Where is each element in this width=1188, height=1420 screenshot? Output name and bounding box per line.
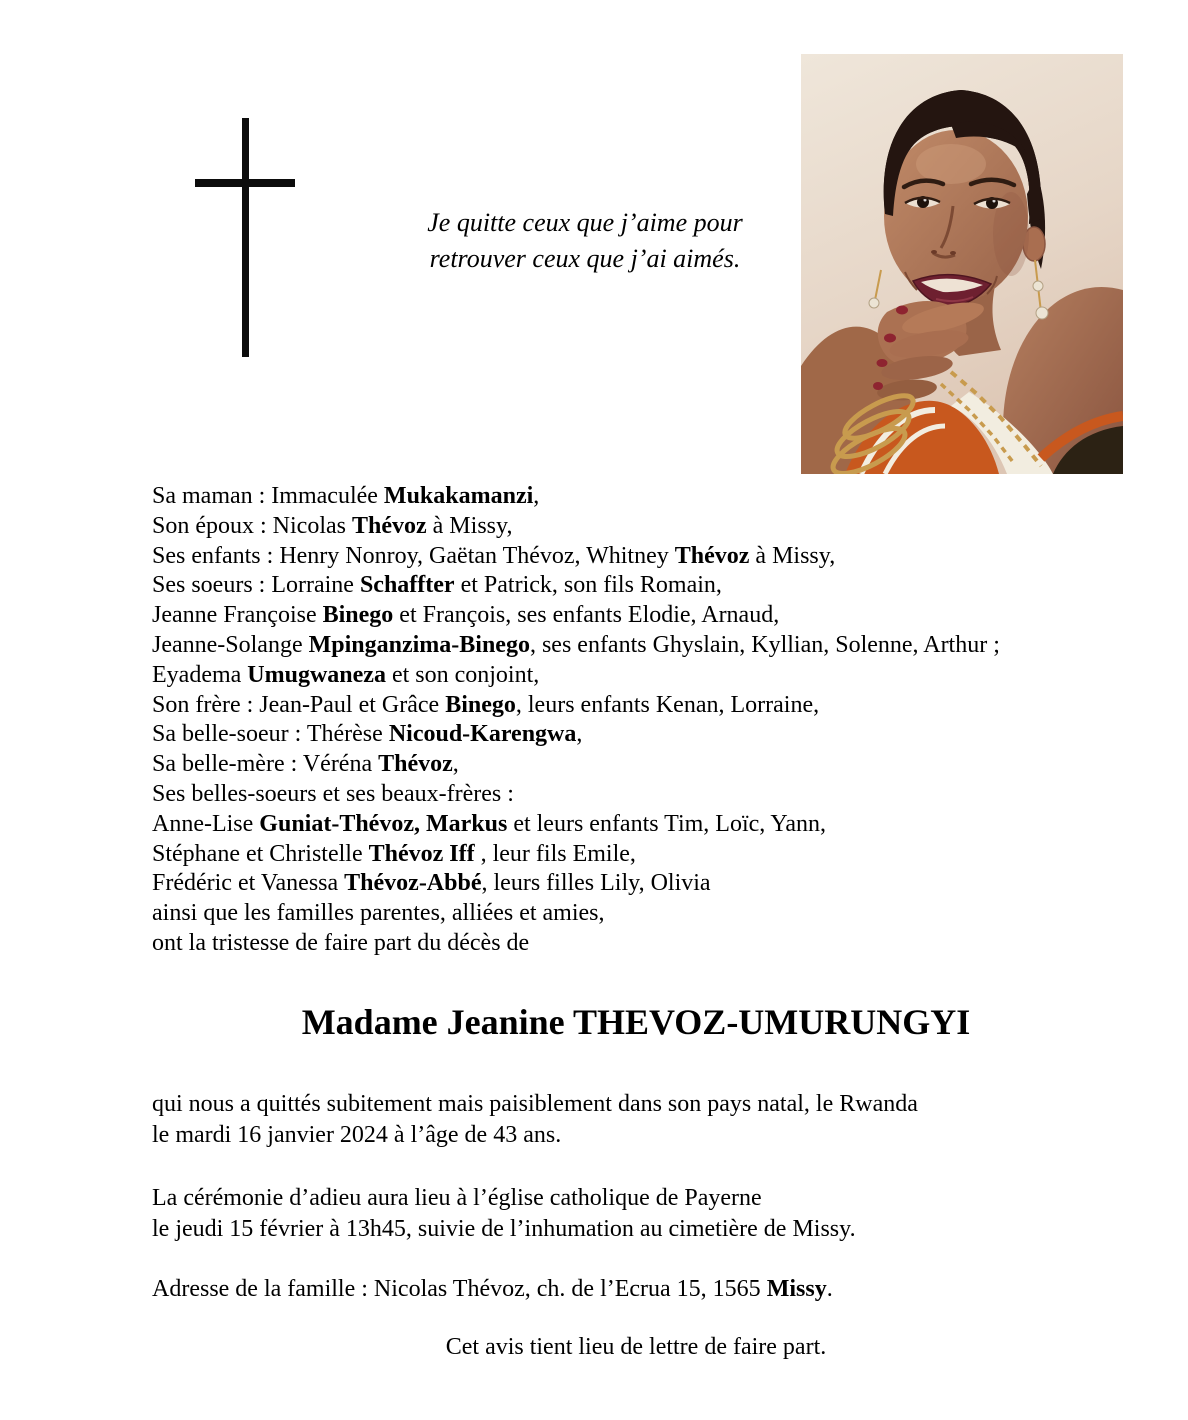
paragraph-line xyxy=(152,1214,856,1245)
bold-name-segment: Missy xyxy=(766,1276,827,1302)
family-line xyxy=(152,929,1000,959)
text-segment: Anne-Lise xyxy=(152,810,260,837)
bold-name-segment: Binego xyxy=(322,602,394,629)
text-segment: Sa maman : Immaculée xyxy=(152,483,384,509)
text-segment: ont la tristesse de faire part du décès de xyxy=(152,929,530,956)
text-segment: , leurs enfants Kenan, Lorraine, xyxy=(515,691,820,718)
text-segment: et Patrick, son fils Romain, xyxy=(454,572,722,599)
epitaph-quote-line-2: retrouver ceux que j’ai aimés. xyxy=(429,244,741,273)
closing-line: Cet avis tient lieu de lettre de faire part. xyxy=(445,1334,827,1360)
bold-name-segment: Thévoz xyxy=(378,751,453,778)
text-segment: Sa belle-mère : Véréna xyxy=(152,751,379,778)
paragraph-line xyxy=(152,1274,833,1305)
text-segment: . xyxy=(826,1276,833,1302)
text-segment: Adresse de la famille : Nicolas Thévoz, ch. de l’Ecrua 15, 1565 xyxy=(152,1276,767,1302)
bold-name-segment: Thévoz xyxy=(674,542,750,569)
paragraph-line xyxy=(152,1120,918,1151)
paragraph-line xyxy=(152,1089,918,1120)
text-segment: Ses enfants : Henry Nonroy, Gaëtan Thévoz, Whitney xyxy=(152,542,675,569)
bold-name-segment: Umugwaneza xyxy=(247,661,386,688)
portrait-photo-illustration xyxy=(801,54,1123,474)
bold-name-segment: Nicoud-Karengwa xyxy=(388,721,577,748)
text-segment: qui nous a quittés subitement mais paisiblement dans son pays natal, le Rwanda xyxy=(152,1091,918,1117)
bold-name-segment: Thévoz-Abbé xyxy=(344,870,482,897)
family-line xyxy=(152,691,1000,721)
family-line xyxy=(152,631,1000,661)
cross-vertical-bar xyxy=(242,118,249,357)
family-line xyxy=(152,780,1000,810)
family-line xyxy=(152,571,1000,601)
text-segment: et François, ses enfants Elodie, Arnaud, xyxy=(393,602,780,629)
text-segment: Jeanne-Solange xyxy=(152,631,309,658)
family-line xyxy=(152,542,1000,572)
family-line xyxy=(152,869,1000,899)
text-segment: Son frère : Jean-Paul et Grâce xyxy=(152,691,446,718)
bold-name-segment: Binego xyxy=(445,691,516,718)
text-segment: Son époux : Nicolas xyxy=(152,512,352,539)
text-segment: , leur fils Emile, xyxy=(474,840,636,867)
bold-name-segment: Thévoz xyxy=(351,512,427,539)
text-segment: , leurs filles Lily, Olivia xyxy=(481,870,711,897)
bold-name-segment: Guniat-Thévoz, Markus xyxy=(259,810,508,837)
text-segment: Sa belle-soeur : Thérèse xyxy=(152,721,389,748)
family-list xyxy=(152,482,1000,959)
text-segment: Stéphane et Christelle xyxy=(152,840,369,867)
text-segment: Eyadema xyxy=(152,661,248,688)
paragraph-line xyxy=(152,1183,856,1214)
family-line xyxy=(152,750,1000,780)
bold-name-segment: Thévoz Iff xyxy=(368,840,475,867)
ceremony-paragraph xyxy=(152,1183,856,1244)
text-segment: , xyxy=(576,721,583,748)
family-line xyxy=(152,810,1000,840)
epitaph-quote xyxy=(385,205,785,277)
family-line xyxy=(152,720,1000,750)
bold-name-segment: Schaffter xyxy=(359,572,455,599)
death-announcement-paragraph xyxy=(152,1089,918,1150)
text-segment: le jeudi 15 février à 13h45, suivie de l’inhumation au cimetière de Missy. xyxy=(152,1215,856,1242)
text-segment: Jeanne Françoise xyxy=(152,602,323,629)
family-line xyxy=(152,661,1000,691)
memorial-cross-icon xyxy=(195,118,295,357)
portrait-photo xyxy=(801,54,1123,474)
bold-name-segment: Mpinganzima-Binego xyxy=(308,631,530,658)
family-line xyxy=(152,840,1000,870)
deceased-name-title: Madame Jeanine THEVOZ-UMURUNGYI xyxy=(301,1002,971,1042)
text-segment: et leurs enfants Tim, Loïc, Yann, xyxy=(507,810,826,837)
text-segment: à Missy, xyxy=(426,512,513,539)
bold-name-segment: Mukakamanzi xyxy=(383,483,534,509)
family-line xyxy=(152,512,1000,542)
text-segment: à Missy, xyxy=(749,542,836,569)
text-segment: Ses belles-soeurs et ses beaux-frères : xyxy=(152,780,514,807)
text-segment: La cérémonie d’adieu aura lieu à l’église catholique de Payerne xyxy=(152,1185,762,1211)
text-segment: le mardi 16 janvier 2024 à l’âge de 43 ans. xyxy=(152,1121,562,1148)
family-line xyxy=(152,899,1000,929)
text-segment: et son conjoint, xyxy=(385,661,540,688)
text-segment: , xyxy=(452,751,459,778)
text-segment: Frédéric et Vanessa xyxy=(152,870,345,897)
family-line xyxy=(152,601,1000,631)
epitaph-quote-line-1: Je quitte ceux que j’aime pour xyxy=(427,208,743,237)
text-segment: , xyxy=(533,483,540,509)
text-segment: , ses enfants Ghyslain, Kyllian, Solenne, Arthur ; xyxy=(529,631,1000,658)
family-line xyxy=(152,482,1000,512)
text-segment: Ses soeurs : Lorraine xyxy=(152,572,360,599)
family-address-paragraph xyxy=(152,1274,833,1305)
text-segment: ainsi que les familles parentes, alliées et amies, xyxy=(152,900,605,927)
